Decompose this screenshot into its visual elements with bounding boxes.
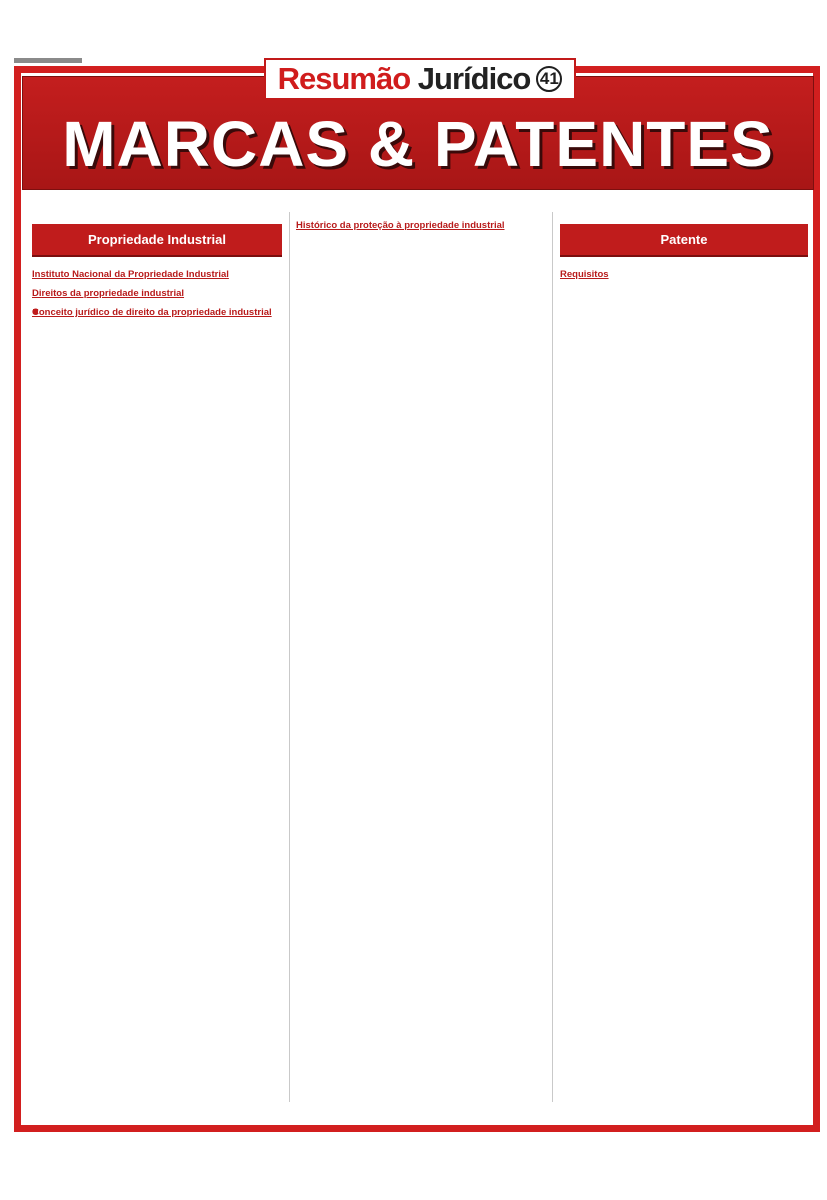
content-columns: [32, 212, 808, 1114]
column-3: [560, 212, 808, 1114]
column-divider: [289, 212, 290, 1102]
brand-name: [278, 61, 531, 97]
top-edge-mark: [14, 58, 82, 63]
brand-name-red: Resumão: [277, 61, 411, 96]
issue-number: 41: [536, 66, 562, 92]
brand-logo: [264, 58, 576, 100]
column-2: [296, 212, 544, 1114]
column-divider: [552, 212, 553, 1102]
section-header-patente: Patente: [560, 224, 808, 257]
page-title: MARCAS & PATENTES: [62, 108, 774, 180]
section-header-propriedade-industrial: Propriedade Industrial: [32, 224, 282, 257]
subheading-requisitos: Requisitos: [560, 269, 609, 280]
subheading-historico: Histórico da proteção à propriedade industrial: [296, 220, 505, 231]
brand-name-dark: Jurídico: [417, 61, 531, 96]
subheading-conceito: Conceito jurídico de direito da propriedade industrial: [32, 307, 272, 318]
subheading-inpi: Instituto Nacional da Propriedade Industrial: [32, 269, 229, 280]
column-1: [32, 212, 282, 1114]
subheading-direitos: Direitos da propriedade industrial: [32, 288, 185, 299]
